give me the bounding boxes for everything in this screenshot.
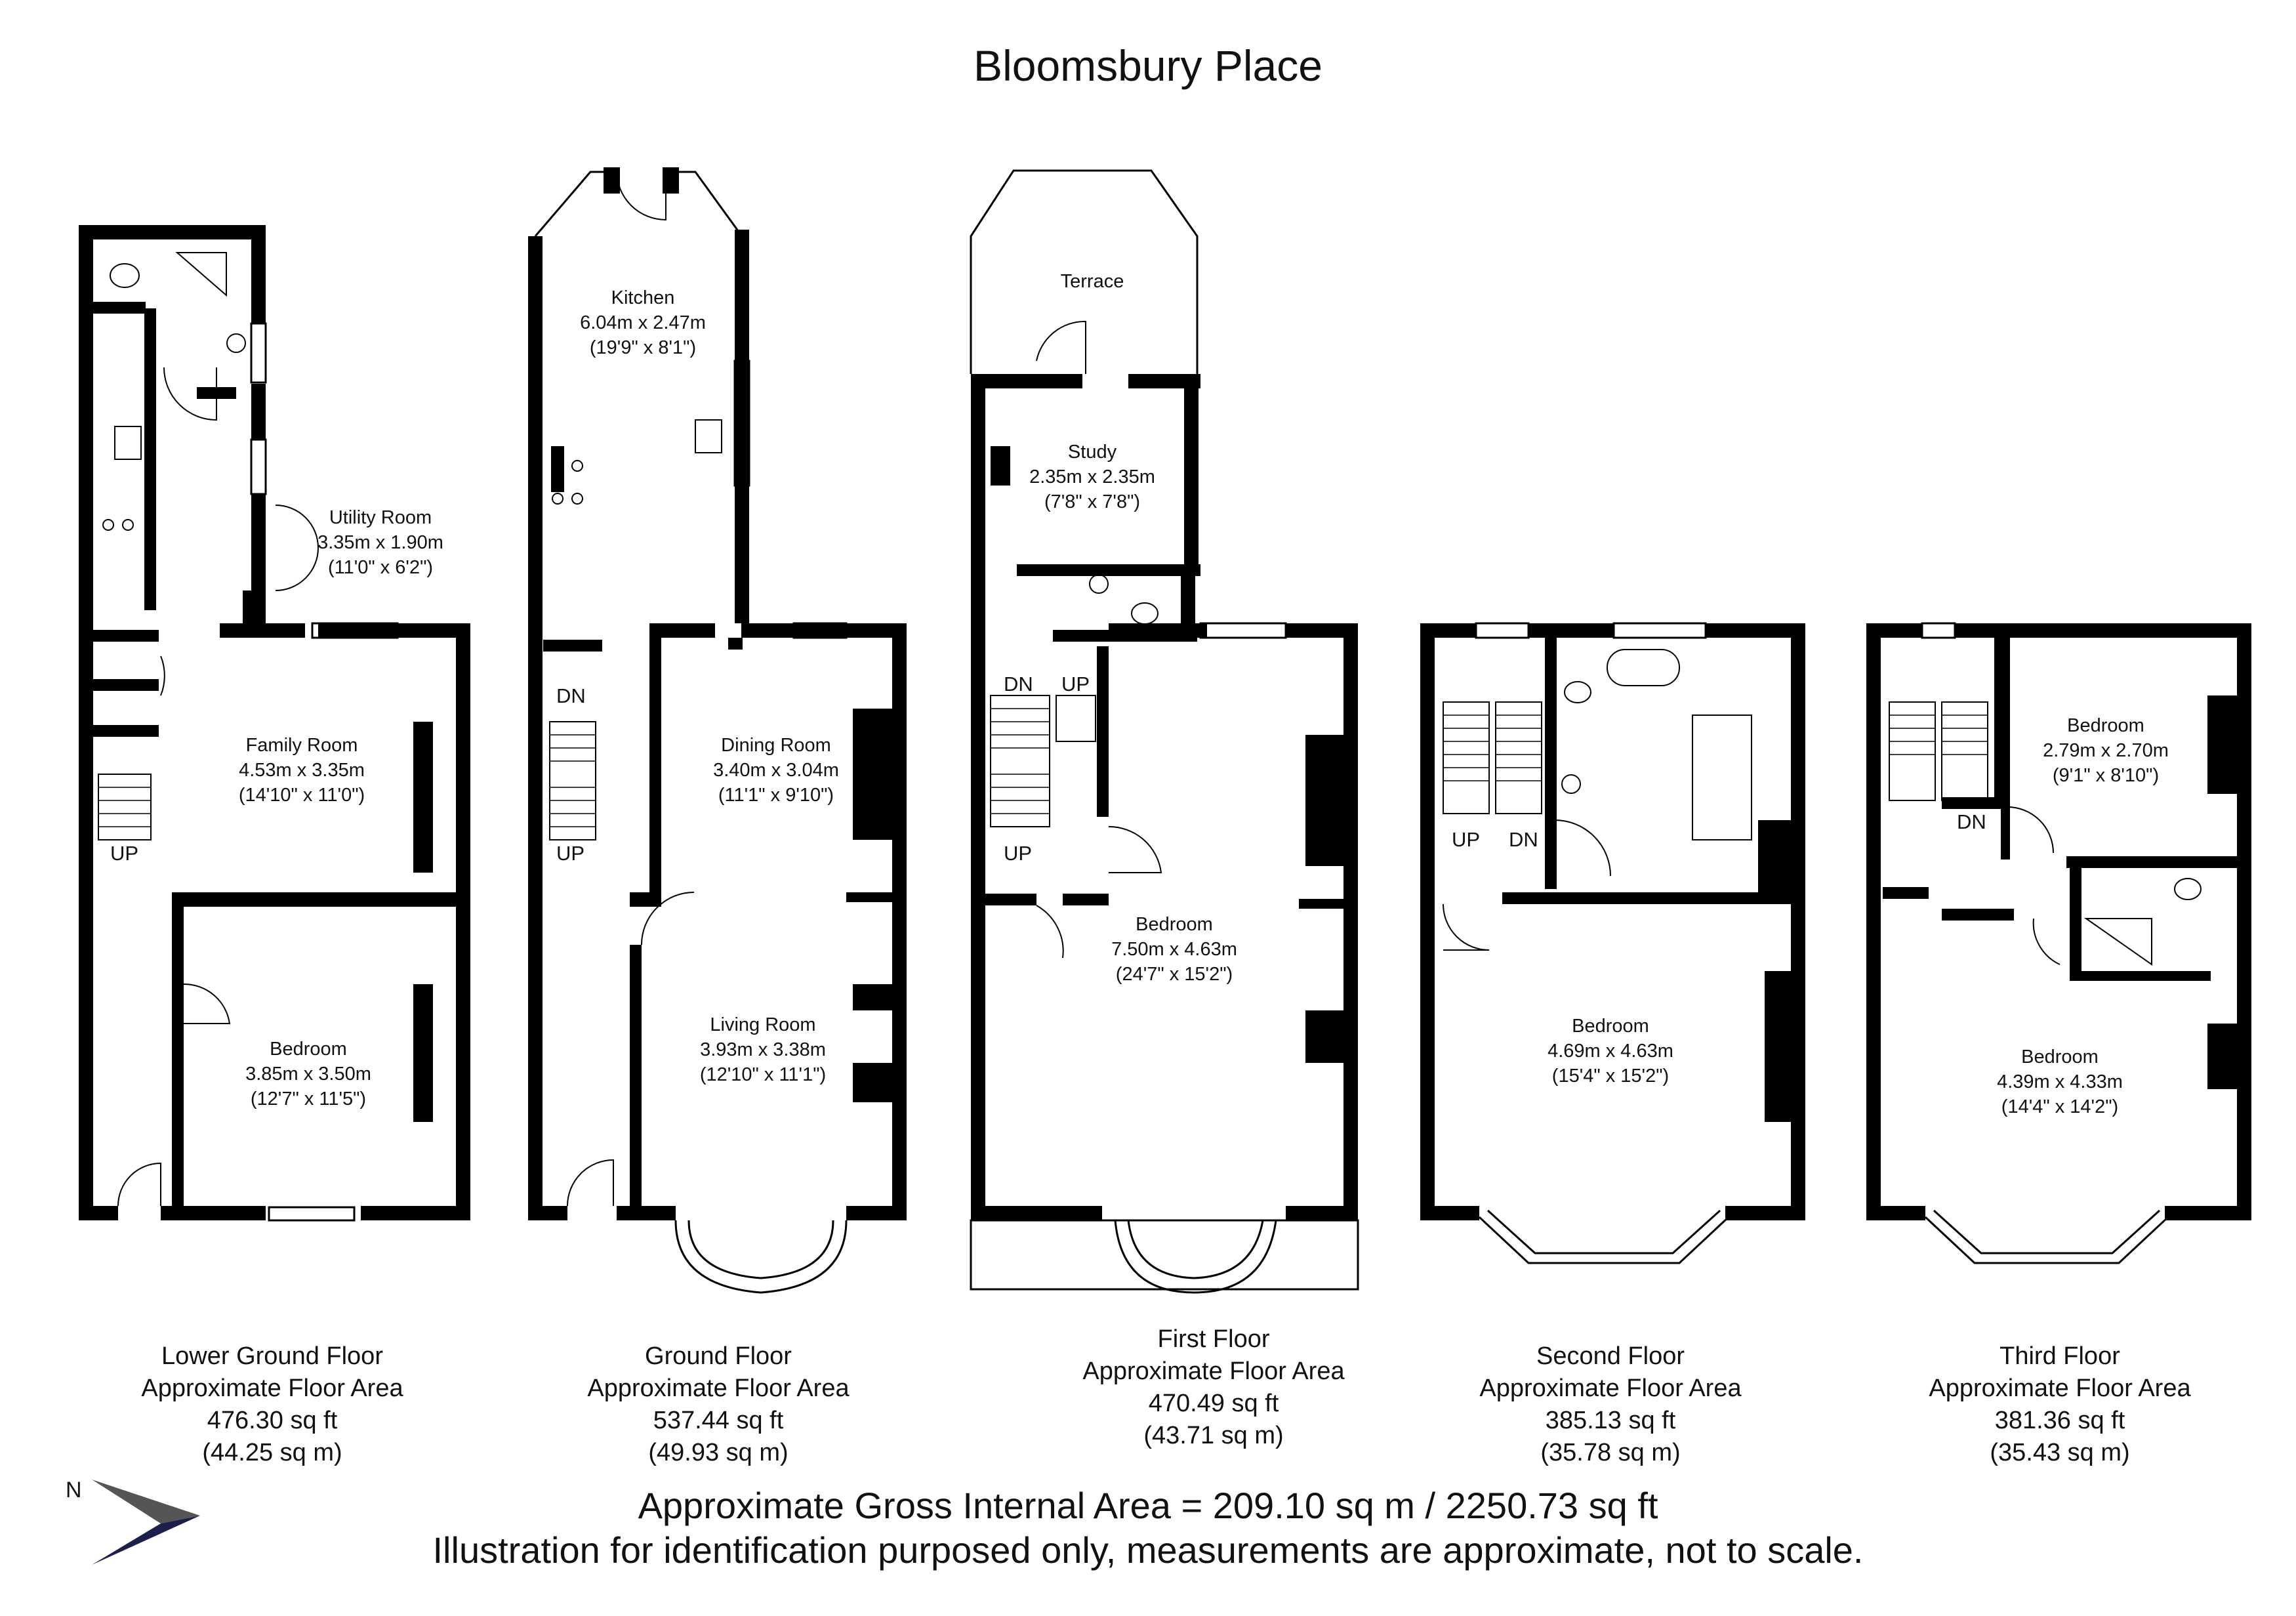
room-lower-bedroom: Bedroom 3.85m x 3.50m (12'7" x 11'5")	[245, 1039, 371, 1109]
gross-area-note: Approximate Gross Internal Area = 209.10 sq m / 2250.73 sq ft	[638, 1485, 1658, 1526]
room-study: Study 2.35m x 2.35m (7'8" x 7'8")	[1029, 442, 1155, 512]
room-living: Living Room 3.93m x 3.38m (12'10" x 11'1")	[699, 1014, 827, 1085]
room-third-bedroom-small: Bedroom 2.79m x 2.70m (9'1" x 8'10")	[2043, 715, 2169, 786]
room-family: Family Room 4.53m x 3.35m (14'10" x 11'0")	[238, 735, 365, 806]
floor-caption-second: Second Floor Approximate Floor Area 385.13 sq ft (35.78 sq m)	[1479, 1342, 1742, 1466]
disclaimer-note: Illustration for identification purposed only, measurements are approximate, not to scale.	[432, 1529, 1864, 1571]
plan-title: Bloomsbury Place	[974, 41, 1322, 90]
room-second-bedroom: Bedroom 4.69m x 4.63m (15'4" x 15'2")	[1548, 1016, 1673, 1087]
stair-dn-third: DN	[1957, 810, 1986, 833]
floor-caption-ground: Ground Floor Approximate Floor Area 537.44 sq ft (49.93 sq m)	[587, 1342, 850, 1466]
floor-caption-third: Third Floor Approximate Floor Area 381.36 sq ft (35.43 sq m)	[1929, 1342, 2191, 1466]
room-third-bedroom-large: Bedroom 4.39m x 4.33m (14'4" x 14'2")	[1997, 1046, 2123, 1117]
room-first-bedroom: Bedroom 7.50m x 4.63m (24'7" x 15'2")	[1111, 914, 1237, 985]
stair-up-first-top: UP	[1061, 673, 1090, 695]
second-floor-walls	[1420, 623, 1805, 1220]
room-kitchen: Kitchen 6.04m x 2.47m (19'9" x 8'1")	[580, 287, 706, 358]
floor-caption-lower-ground: Lower Ground Floor Approximate Floor Area 476.30 sq ft (44.25 sq m)	[141, 1342, 403, 1466]
stair-dn-second: DN	[1509, 828, 1538, 851]
stair-up-second: UP	[1452, 828, 1481, 851]
room-terrace: Terrace	[1060, 271, 1124, 292]
stair-dn-first: DN	[1004, 673, 1033, 695]
stair-dn-ground: DN	[556, 684, 586, 707]
north-label: N	[66, 1478, 82, 1502]
stair-up-first: UP	[1004, 842, 1033, 865]
room-utility: Utility Room 3.35m x 1.90m (11'0" x 6'2")	[318, 507, 443, 578]
floor-caption-first: First Floor Approximate Floor Area 470.49 sq ft (43.71 sq m)	[1082, 1325, 1345, 1449]
stair-up-lower: UP	[110, 842, 139, 865]
room-dining: Dining Room 3.40m x 3.04m (11'1" x 9'10")	[713, 735, 839, 806]
stair-up-ground: UP	[556, 842, 585, 865]
